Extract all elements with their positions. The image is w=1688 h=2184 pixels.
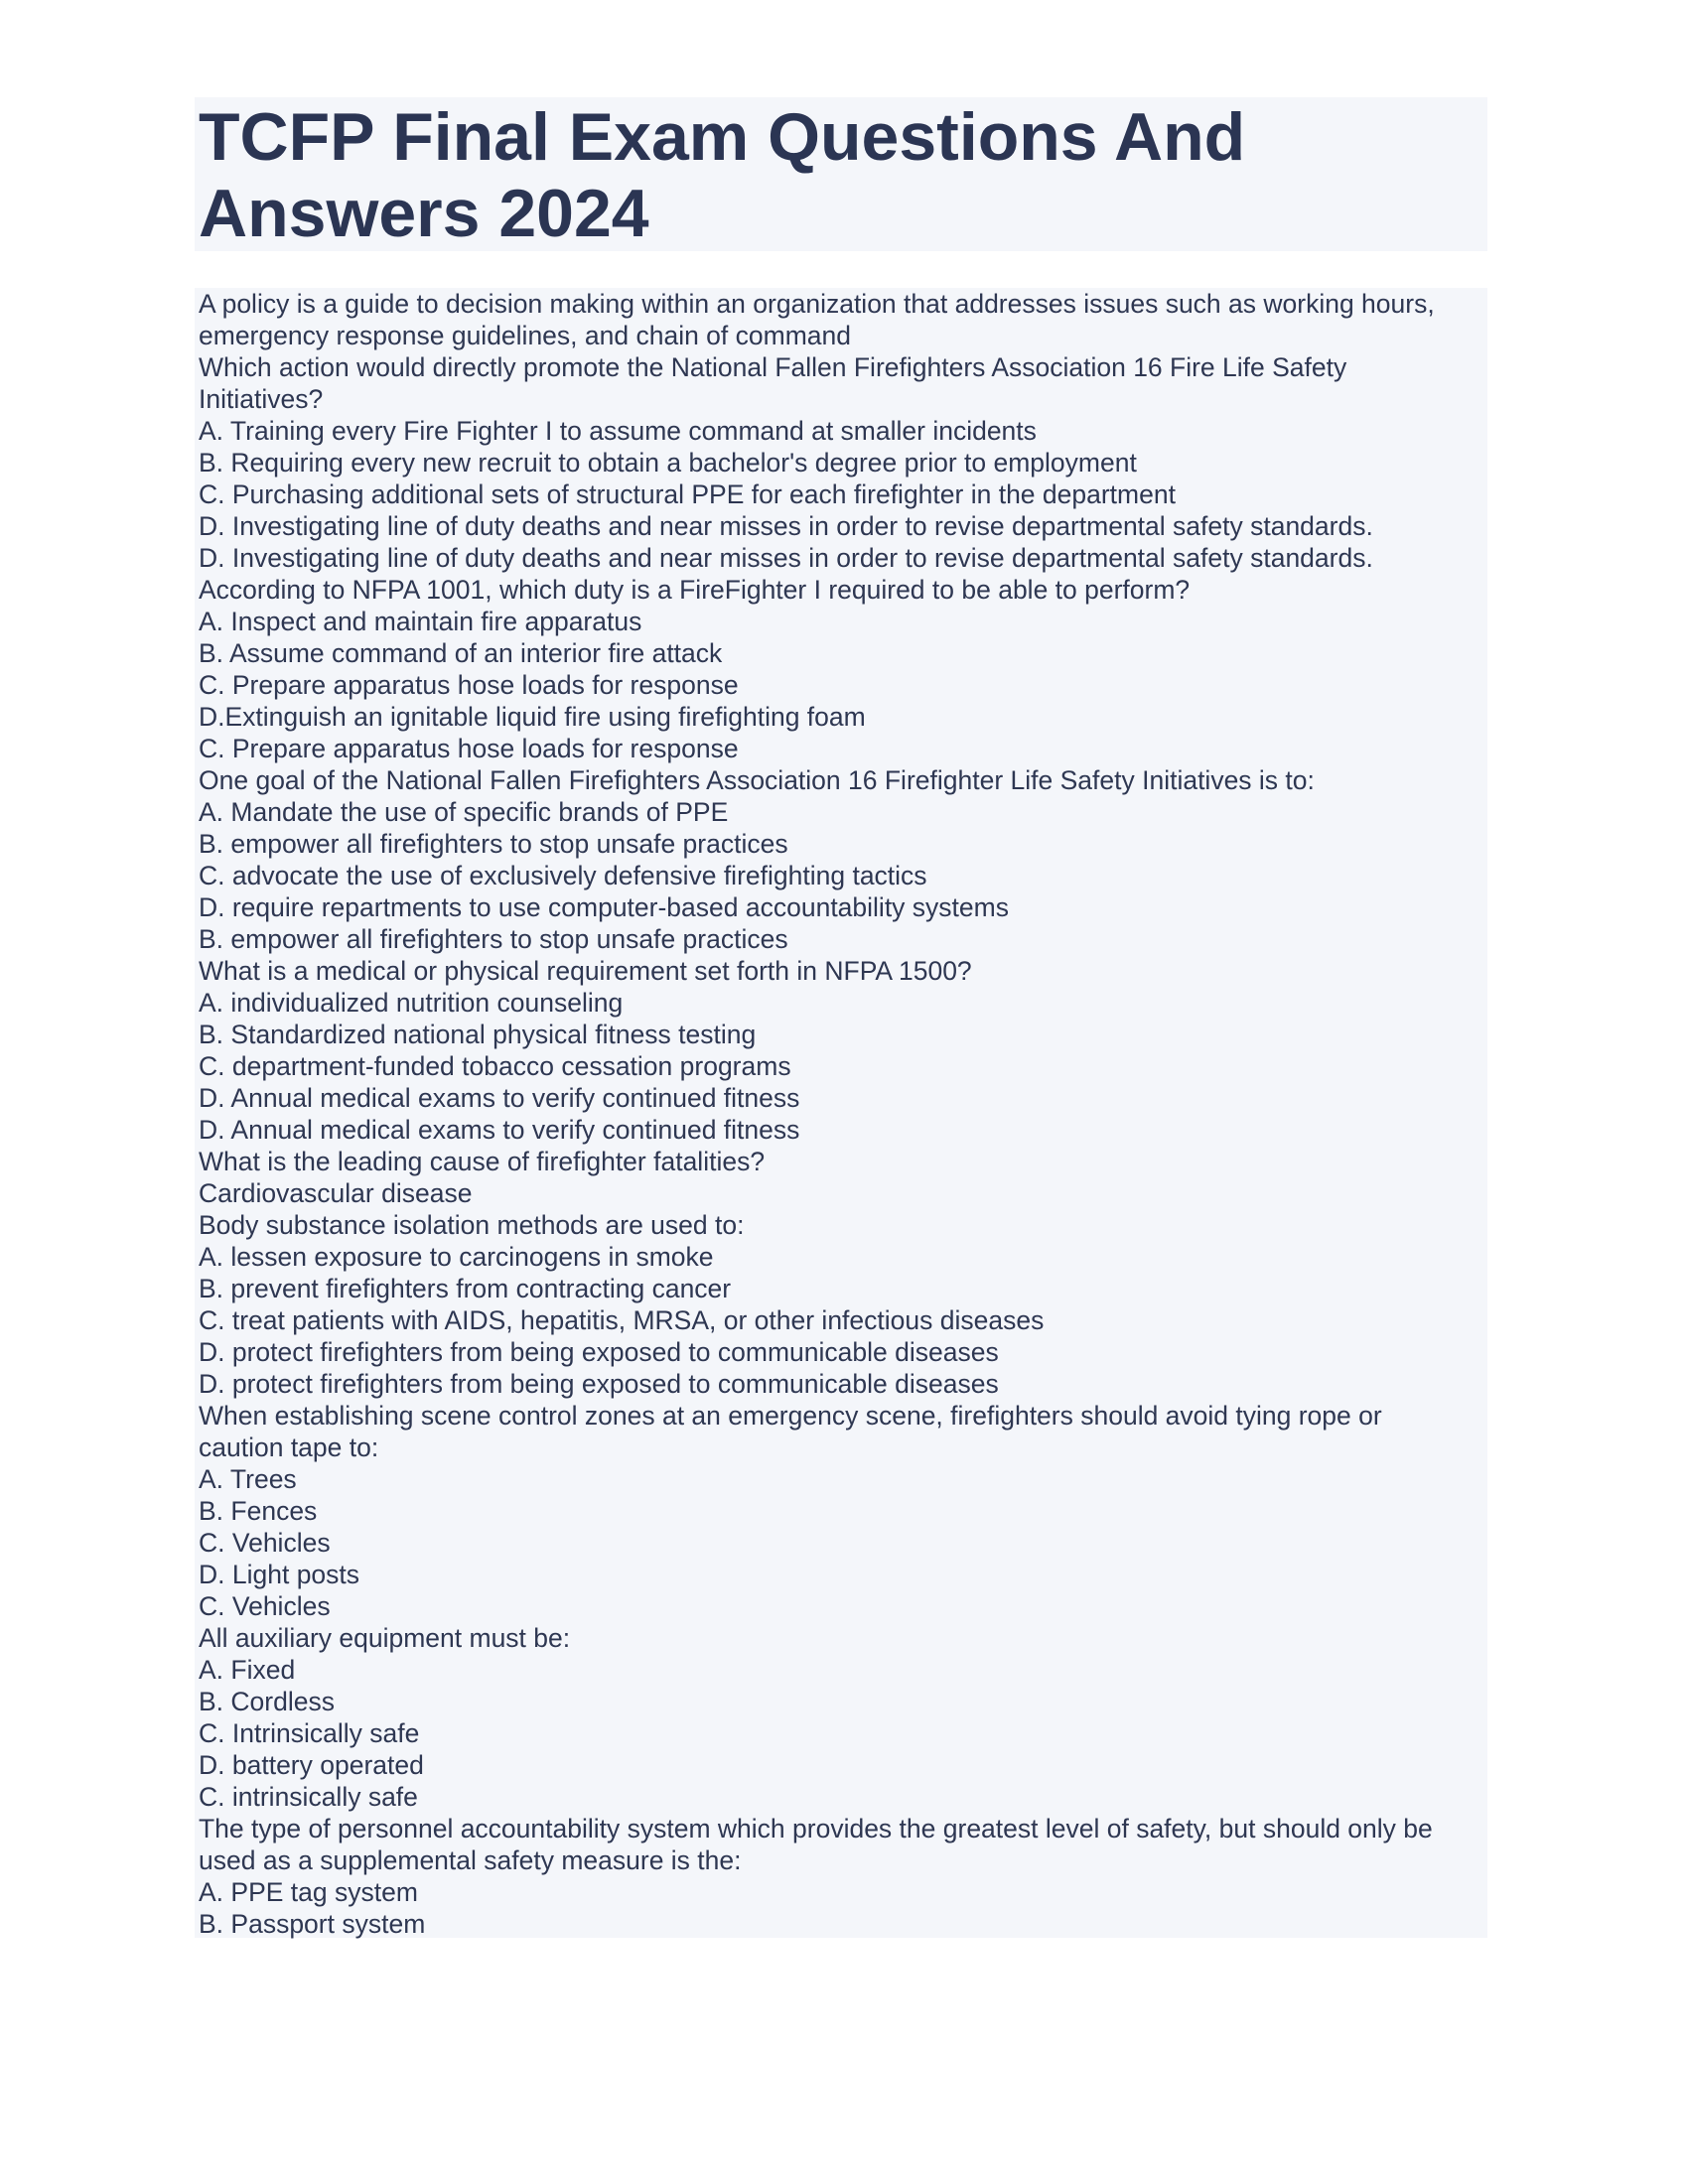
text-line: A. Trees (199, 1464, 297, 1494)
text-line: C. Intrinsically safe (199, 1718, 420, 1748)
document-body (195, 288, 1487, 1938)
text-line: D. Light posts (199, 1560, 360, 1589)
text-line: Cardiovascular disease (199, 1178, 473, 1208)
text-line: A. individualized nutrition counseling (199, 988, 624, 1018)
text-line: A. Inspect and maintain fire apparatus (199, 607, 642, 636)
text-line: One goal of the National Fallen Firefighters Association 16 Firefighter Life Safety Initiatives is to: (199, 765, 1315, 795)
text-line: D. Investigating line of duty deaths and near misses in order to revise departmental safety standards. (199, 511, 1373, 541)
text-line: A. Mandate the use of specific brands of PPE (199, 797, 729, 827)
text-line: B. prevent firefighters from contracting cancer (199, 1274, 732, 1303)
text-line: B. Standardized national physical fitness testing (199, 1020, 757, 1049)
text-line: B. Requiring every new recruit to obtain a bachelor's degree prior to employment (199, 448, 1137, 478)
text-line: C. Prepare apparatus hose loads for response (199, 734, 739, 763)
text-line: B. Assume command of an interior fire attack (199, 638, 723, 668)
text-line: C. Vehicles (199, 1591, 331, 1621)
text-line: What is a medical or physical requirement set forth in NFPA 1500? (199, 956, 972, 986)
text-line: B. empower all firefighters to stop unsafe practices (199, 924, 788, 954)
text-line: C. department-funded tobacco cessation programs (199, 1051, 791, 1081)
text-line: A. lessen exposure to carcinogens in smoke (199, 1242, 714, 1272)
text-line: C. treat patients with AIDS, hepatitis, MRSA, or other infectious diseases (199, 1305, 1045, 1335)
text-line: B. Passport system (199, 1909, 426, 1939)
title-block (195, 97, 1487, 251)
text-line: When establishing scene control zones at an emergency scene, firefighters should avoid tying rope or caution tape to: (199, 1401, 1382, 1462)
text-line: C. Vehicles (199, 1528, 331, 1558)
text-line: A policy is a guide to decision making within an organization that addresses issues such as working hours, emergency response guidelines, and chain of command (199, 289, 1435, 350)
text-line: D. Annual medical exams to verify continued fitness (199, 1115, 800, 1145)
text-line: A. Fixed (199, 1655, 296, 1685)
text-line: Which action would directly promote the National Fallen Firefighters Association 16 Fire Life Safety Initiatives? (199, 352, 1347, 414)
text-line: C. Prepare apparatus hose loads for response (199, 670, 739, 700)
text-line: D. protect firefighters from being exposed to communicable diseases (199, 1337, 999, 1367)
text-line: C. intrinsically safe (199, 1782, 418, 1812)
text-line: C. advocate the use of exclusively defensive firefighting tactics (199, 861, 927, 890)
text-line: What is the leading cause of firefighter fatalities? (199, 1147, 766, 1176)
text-line: Body substance isolation methods are used to: (199, 1210, 745, 1240)
text-line: The type of personnel accountability system which provides the greatest level of safety, but should only be used as a supplemental safety measure is the: (199, 1814, 1433, 1875)
page-title: TCFP Final Exam Questions And Answers 2024 (199, 99, 1246, 251)
text-line: B. empower all firefighters to stop unsafe practices (199, 829, 788, 859)
text-line: D.Extinguish an ignitable liquid fire using firefighting foam (199, 702, 866, 732)
text-line: D. require repartments to use computer-based accountability systems (199, 892, 1009, 922)
text-line: D. Investigating line of duty deaths and near misses in order to revise departmental safety standards. (199, 543, 1373, 573)
text-line: D. battery operated (199, 1750, 424, 1780)
text-line: B. Fences (199, 1496, 318, 1526)
text-line: According to NFPA 1001, which duty is a FireFighter I required to be able to perform? (199, 575, 1191, 605)
text-line: A. PPE tag system (199, 1877, 418, 1907)
text-line: C. Purchasing additional sets of structural PPE for each firefighter in the department (199, 479, 1176, 509)
text-line: All auxiliary equipment must be: (199, 1623, 571, 1653)
text-line: D. protect firefighters from being exposed to communicable diseases (199, 1369, 999, 1399)
text-line: A. Training every Fire Fighter I to assume command at smaller incidents (199, 416, 1037, 446)
text-line: B. Cordless (199, 1687, 335, 1716)
text-line: D. Annual medical exams to verify continued fitness (199, 1083, 800, 1113)
